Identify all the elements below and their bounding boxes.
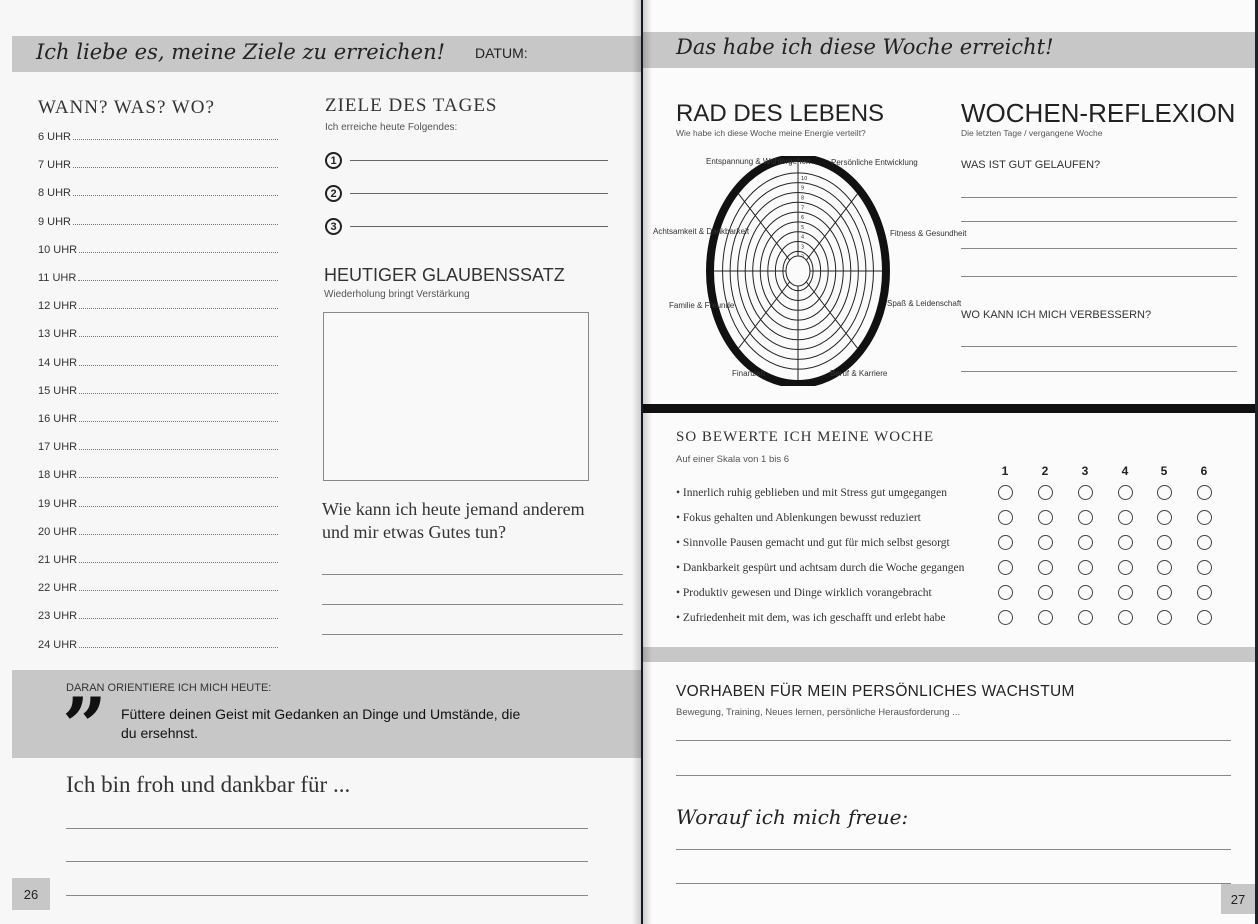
- rating-radio-1[interactable]: [998, 535, 1013, 550]
- rating-item-label: [676, 487, 947, 499]
- wheel-title: RAD DES LEBENS: [676, 100, 885, 127]
- schedule-row[interactable]: [38, 639, 278, 651]
- bullet-icon: •: [676, 512, 683, 524]
- schedule-row[interactable]: [38, 469, 278, 481]
- hour-entry-line[interactable]: [73, 224, 278, 225]
- hour-label: 9 UHR: [38, 215, 72, 228]
- looking-forward-title: Worauf ich mich freue:: [676, 805, 909, 829]
- wheel-scale-number: 7: [801, 205, 805, 212]
- rating-radio-3[interactable]: [1078, 585, 1093, 600]
- wheel-scale-number: 9: [801, 185, 805, 192]
- rating-item-text: Innerlich ruhig geblieben und mit Stress gut umgegangen: [682, 487, 948, 499]
- rating-radio-1[interactable]: [998, 485, 1013, 500]
- rating-radio-3[interactable]: [1078, 510, 1093, 525]
- hour-entry-line[interactable]: [73, 167, 278, 168]
- rating-item-label: [676, 512, 921, 524]
- wheel-subtitle: Wie habe ich diese Woche meine Energie verteilt?: [676, 128, 866, 138]
- quote-mark-icon: ”: [62, 681, 107, 772]
- goal-3[interactable]: [325, 218, 608, 235]
- rating-radio-6[interactable]: [1197, 585, 1212, 600]
- rating-radio-5[interactable]: [1157, 585, 1172, 600]
- growth-subtitle: Bewegung, Training, Neues lernen, persönliche Herausforderung ...: [676, 707, 961, 718]
- section-divider: [643, 404, 1255, 413]
- hour-entry-line[interactable]: [78, 280, 278, 281]
- hour-label: 7 UHR: [38, 159, 72, 172]
- rating-row: [676, 560, 1236, 580]
- life-wheel[interactable]: [703, 156, 893, 386]
- hour-label: 21 UHR: [38, 554, 78, 566]
- belief-box[interactable]: [323, 312, 589, 481]
- schedule-row[interactable]: [38, 244, 278, 256]
- hour-label: 6 UHR: [38, 131, 72, 143]
- datum-label[interactable]: DATUM:: [475, 45, 528, 61]
- wheel-scale-number: 8: [801, 195, 805, 202]
- schedule-row[interactable]: [38, 498, 278, 510]
- schedule-row[interactable]: [38, 187, 278, 199]
- goal-2[interactable]: [325, 185, 608, 202]
- wheel-scale-number: 6: [801, 215, 805, 222]
- rating-radio-4[interactable]: [1118, 610, 1133, 625]
- hour-label: 14 UHR: [38, 356, 78, 369]
- rating-scale-number: 6: [1200, 464, 1208, 478]
- reflection-subtitle: Die letzten Tage / vergangene Woche: [961, 128, 1103, 138]
- schedule-row[interactable]: [38, 272, 278, 284]
- wheel-spoke: [739, 271, 798, 348]
- bullet-icon: •: [676, 612, 683, 624]
- bullet-icon: •: [676, 537, 683, 549]
- hour-entry-line[interactable]: [79, 365, 278, 366]
- rating-radio-1[interactable]: [998, 560, 1013, 575]
- schedule-row[interactable]: [38, 131, 278, 143]
- schedule-row[interactable]: [38, 300, 278, 312]
- rating-radio-2[interactable]: [1038, 610, 1053, 625]
- rating-item-label: [676, 562, 964, 574]
- wheel-label-personal-growth: Persönliche Entwicklung: [831, 158, 918, 167]
- grateful-line-1[interactable]: [66, 828, 588, 829]
- belief-subtitle: Wiederholung bringt Verstärkung: [324, 289, 470, 300]
- hour-label: 11 UHR: [38, 272, 77, 284]
- schedule-row[interactable]: [38, 328, 278, 340]
- rating-radio-2[interactable]: [1038, 560, 1053, 575]
- rating-radio-6[interactable]: [1197, 485, 1212, 500]
- hour-label: 13 UHR: [38, 328, 78, 341]
- rating-radio-3[interactable]: [1078, 560, 1093, 575]
- rating-title: SO BEWERTE ICH MEINE WOCHE: [676, 429, 935, 445]
- hour-label: 19 UHR: [38, 497, 78, 510]
- schedule-row[interactable]: [38, 610, 278, 622]
- rating-scale-number: 3: [1081, 464, 1089, 478]
- rating-radio-5[interactable]: [1157, 560, 1172, 575]
- rating-radio-4[interactable]: [1118, 535, 1133, 550]
- hour-entry-line[interactable]: [79, 252, 278, 253]
- hour-entry-line[interactable]: [79, 647, 278, 648]
- hour-entry-line[interactable]: [73, 195, 278, 196]
- schedule-row[interactable]: [38, 159, 278, 171]
- rating-radio-5[interactable]: [1157, 510, 1172, 525]
- rating-radio-2[interactable]: [1038, 510, 1053, 525]
- rating-radio-6[interactable]: [1197, 510, 1212, 525]
- rating-subtitle: Auf einer Skala von 1 bis 6: [676, 454, 790, 465]
- rating-radio-3[interactable]: [1078, 610, 1093, 625]
- schedule-row[interactable]: [38, 526, 278, 538]
- rating-radio-4[interactable]: [1118, 585, 1133, 600]
- hour-label: 10 UHR: [38, 243, 78, 256]
- belief-title: HEUTIGER GLAUBENSSATZ: [324, 265, 565, 285]
- kindness-question: Wie kann ich heute jemand anderem und mir etwas Gutes tun?: [322, 499, 585, 542]
- page-number-right: 27: [1221, 884, 1255, 914]
- page-number-left: 26: [12, 878, 50, 910]
- went-well-label: WAS IST GUT GELAUFEN?: [961, 159, 1101, 171]
- bullet-icon: •: [676, 562, 683, 574]
- rating-radio-3[interactable]: [1078, 485, 1093, 500]
- went-well-line-4[interactable]: [961, 276, 1237, 277]
- rating-row: [676, 585, 1236, 605]
- rating-scale-number: 5: [1160, 464, 1168, 478]
- goal-number-1: 1: [325, 152, 342, 169]
- rating-scale-number: 1: [1001, 464, 1009, 478]
- hour-entry-line[interactable]: [73, 139, 278, 140]
- wheel-label-finances: Finanzen: [732, 369, 765, 378]
- improve-label: WO KANN ICH MICH VERBESSERN?: [961, 309, 1152, 321]
- wheel-spoke: [798, 194, 857, 271]
- hour-label: 8 UHR: [38, 187, 72, 200]
- growth-title: VORHABEN FÜR MEIN PERSÖNLICHES WACHSTUM: [676, 683, 1075, 700]
- hour-entry-line[interactable]: [79, 590, 278, 591]
- schedule-row[interactable]: [38, 413, 278, 425]
- rating-radio-3[interactable]: [1078, 535, 1093, 550]
- hour-entry-line[interactable]: [79, 562, 278, 563]
- bullet-icon: •: [676, 487, 683, 499]
- schedule-row[interactable]: [38, 582, 278, 594]
- schedule-row[interactable]: [38, 357, 278, 369]
- rating-radio-2[interactable]: [1038, 485, 1053, 500]
- rating-item-text: Fokus gehalten und Ablenkungen bewusst reduziert: [682, 512, 921, 524]
- looking-forward-line-2[interactable]: [676, 883, 1231, 884]
- kindness-line-1[interactable]: [322, 574, 623, 575]
- rating-row: [676, 535, 1236, 555]
- wheel-label-family: Familie & Freunde: [669, 301, 735, 310]
- hour-label: 20 UHR: [38, 525, 78, 538]
- quote-text: Füttere deinen Geist mit Gedanken an Dinge und Umstände, die du ersehnst.: [121, 706, 521, 741]
- goals-subtitle: Ich erreiche heute Folgendes:: [325, 122, 458, 133]
- rating-item-text: Produktiv gewesen und Dinge wirklich vorangebracht: [682, 587, 932, 599]
- reflection-title: WOCHEN-REFLEXION: [961, 98, 1236, 128]
- wheel-scale-number: 5: [801, 224, 805, 231]
- went-well-line-2[interactable]: [961, 221, 1237, 222]
- goal-line-2[interactable]: [350, 193, 608, 194]
- rating-radio-2[interactable]: [1038, 535, 1053, 550]
- header-script: Ich liebe es, meine Ziele zu erreichen!: [36, 40, 446, 64]
- rating-radio-1[interactable]: [998, 510, 1013, 525]
- rating-item-text: Zufriedenheit mit dem, was ich geschafft und erlebt habe: [682, 612, 946, 624]
- grateful-line-3[interactable]: [66, 895, 588, 896]
- looking-forward-line-1[interactable]: [676, 849, 1231, 850]
- header-script-right: Das habe ich diese Woche erreicht!: [676, 35, 1054, 59]
- growth-line-2[interactable]: [676, 775, 1231, 776]
- schedule-row[interactable]: [38, 554, 278, 566]
- hour-label: 16 UHR: [38, 413, 78, 425]
- divider-bar: [643, 647, 1255, 662]
- hour-label: 24 UHR: [38, 638, 78, 651]
- rating-item-label: [676, 587, 932, 599]
- hour-label: 23 UHR: [38, 610, 78, 623]
- hour-label: 18 UHR: [38, 469, 78, 482]
- rating-row: [676, 510, 1236, 530]
- right-page: [643, 0, 1255, 924]
- kindness-line-3[interactable]: [322, 634, 623, 635]
- hour-entry-line[interactable]: [79, 336, 278, 337]
- wheel-label-career: Beruf & Karriere: [830, 369, 888, 378]
- hour-entry-line[interactable]: [79, 421, 278, 422]
- rating-radio-1[interactable]: [998, 610, 1013, 625]
- schedule-title: WANN? WAS? WO?: [38, 97, 215, 118]
- hour-entry-line[interactable]: [79, 534, 278, 535]
- rating-row: [676, 485, 1236, 505]
- went-well-line-1[interactable]: [961, 197, 1237, 198]
- rating-item-text: Sinnvolle Pausen gemacht und gut für mich selbst gesorgt: [682, 537, 950, 549]
- hour-entry-line[interactable]: [79, 477, 278, 478]
- hour-label: 22 UHR: [38, 582, 78, 595]
- goal-number-3: 3: [325, 218, 342, 235]
- rating-scale-number: 2: [1041, 464, 1049, 478]
- rating-scale-number: 4: [1121, 464, 1129, 478]
- rating-row: [676, 610, 1236, 630]
- hour-label: 12 UHR: [38, 300, 78, 313]
- rating-item-label: [676, 612, 946, 624]
- grateful-line-2[interactable]: [66, 861, 588, 862]
- hour-entry-line[interactable]: [79, 506, 278, 507]
- rating-radio-4[interactable]: [1118, 560, 1133, 575]
- wheel-label-fitness: Fitness & Gesundheit: [890, 229, 967, 238]
- bullet-icon: •: [676, 587, 683, 599]
- rating-radio-5[interactable]: [1157, 485, 1172, 500]
- goal-line-1[interactable]: [350, 160, 608, 161]
- improve-line-2[interactable]: [961, 371, 1237, 372]
- hour-entry-line[interactable]: [79, 618, 278, 619]
- kindness-line-2[interactable]: [322, 604, 623, 605]
- hour-entry-line[interactable]: [79, 393, 278, 394]
- wheel-scale-number: 4: [801, 234, 805, 241]
- goal-number-2: 2: [325, 185, 342, 202]
- rating-radio-6[interactable]: [1197, 610, 1212, 625]
- orient-label: DARAN ORIENTIERE ICH MICH HEUTE:: [66, 682, 272, 694]
- hour-entry-line[interactable]: [79, 308, 278, 309]
- rating-radio-2[interactable]: [1038, 585, 1053, 600]
- rating-radio-1[interactable]: [998, 585, 1013, 600]
- hour-label: 17 UHR: [38, 441, 78, 454]
- rating-item-label: [676, 537, 950, 549]
- rating-item-text: Dankbarkeit gespürt und achtsam durch die Woche gegangen: [682, 562, 965, 574]
- hour-label: 15 UHR: [38, 384, 78, 397]
- growth-line-1[interactable]: [676, 740, 1231, 741]
- schedule-row[interactable]: [38, 216, 278, 228]
- schedule-row[interactable]: [38, 385, 278, 397]
- wheel-label-relaxation: Entspannung & Wohlergehen: [706, 157, 811, 166]
- grateful-title: Ich bin froh und dankbar für ...: [66, 772, 351, 797]
- rating-radio-5[interactable]: [1157, 610, 1172, 625]
- wheel-scale-number: 10: [801, 175, 808, 182]
- wheel-label-fun: Spaß & Leidenschaft: [887, 299, 962, 308]
- rating-radio-4[interactable]: [1118, 510, 1133, 525]
- rating-radio-6[interactable]: [1197, 560, 1212, 575]
- schedule-row[interactable]: [38, 441, 278, 453]
- hour-entry-line[interactable]: [79, 449, 278, 450]
- improve-line-1[interactable]: [961, 346, 1237, 347]
- rating-radio-6[interactable]: [1197, 535, 1212, 550]
- went-well-line-3[interactable]: [961, 248, 1237, 249]
- rating-radio-4[interactable]: [1118, 485, 1133, 500]
- wheel-scale-number: 3: [801, 244, 805, 251]
- wheel-label-mindfulness: Achtsamkeit & Dankbarkeit: [653, 227, 750, 236]
- rating-radio-5[interactable]: [1157, 535, 1172, 550]
- wheel-center: [786, 256, 810, 286]
- goals-title: ZIELE DES TAGES: [325, 95, 498, 116]
- goal-1[interactable]: [325, 152, 608, 169]
- wheel-spoke: [798, 271, 857, 348]
- goal-line-3[interactable]: [350, 226, 608, 227]
